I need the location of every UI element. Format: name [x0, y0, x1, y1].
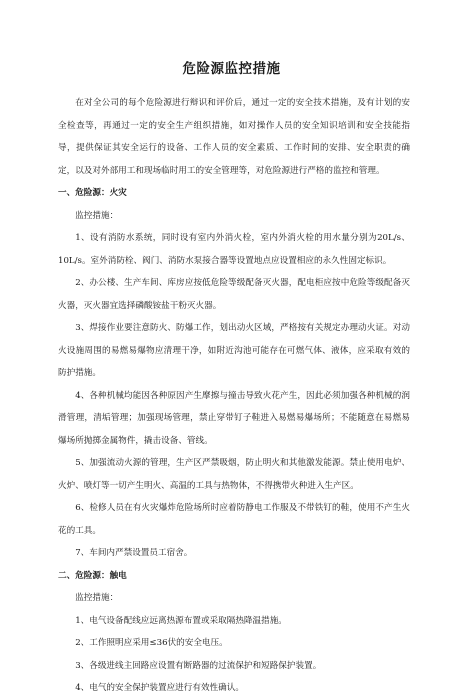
section-subheading: 监控措施：	[75, 593, 119, 603]
section-heading-fire: 一、危险源：火灾	[58, 188, 127, 198]
intro-paragraph: 在对全公司的每个危险源进行辩识和评价后，通过一定的安全技术措施，及有计划的安全检查等，再通过一定的安全生产组织措施，如对操作人员的安全知识培训和安全技能指导，提供保证其安全运行的设备、工作人员的安全素质、工作时间的安排、安全职责的确定，以及对外部用工和现场临时用工的安全管理等，对危险源进行严格的监控和管理。	[58, 98, 410, 176]
list-item: 6、检修人员在有火灾爆炸危险场所时应着防静电工作服及不带铁钉的鞋，使用不产生火花的工具。	[58, 503, 410, 536]
list-item: 7、车间内严禁设置员工宿舍。	[75, 548, 193, 558]
page-title: 危险源监控措施	[182, 61, 281, 77]
list-item: 1、设有消防水系统，同时设有室内外消火栓，室内外消火栓的用水量分别为20L/s、10L/s。室外消防栓、阀门、消防水泵接合器等设置地点应设置相应的永久性固定标识。	[58, 233, 410, 266]
list-item: 4、电气的安全保护装置应进行有效性确认。	[75, 683, 244, 693]
list-item: 1、电气设备配线应远离热源布置或采取隔热降温措施。	[75, 615, 287, 626]
document-body	[58, 92, 410, 700]
list-item: 2、办公楼、生产车间、库房应按低危险等级配备灭火器，配电柜应按中危险等级配备灭火器，灭火器宜选择磷酸铵盐干粉灭火器。	[58, 278, 410, 311]
section-subheading: 监控措施：	[75, 210, 119, 221]
list-item: 4、各种机械均能因各种原因产生摩擦与撞击导致火花产生，因此必须加强各种机械的润滑管理，清垢管理；加强现场管理，禁止穿带钉子鞋进入易燃易爆场所；不能随意在易燃易爆场所抛掷金属物件，撬击设备、管线。	[58, 390, 410, 446]
section-heading-electric-shock: 二、危险源：触电	[58, 570, 127, 581]
list-item: 5、加强流动火源的管理，生产区严禁吸烟，防止明火和其他激发能源。禁止使用电炉、火炉、喷灯等一切产生明火、高温的工具与热物体，不得携带火种进入生产区。	[58, 458, 410, 491]
list-item: 3、各级进线主回路应设置有断路器的过流保护和短路保护装置。	[75, 660, 322, 671]
list-item: 3、焊接作业要注意防火、防爆工作，划出动火区域，严格按有关规定办理动火证。对动火设施周围的易燃易爆物应清理干净，如附近沟池可能存在可燃气体、液体，应采取有效的防护措施。	[58, 323, 410, 378]
list-item: 2、工作照明应采用≤36伏的安全电压。	[75, 638, 228, 648]
